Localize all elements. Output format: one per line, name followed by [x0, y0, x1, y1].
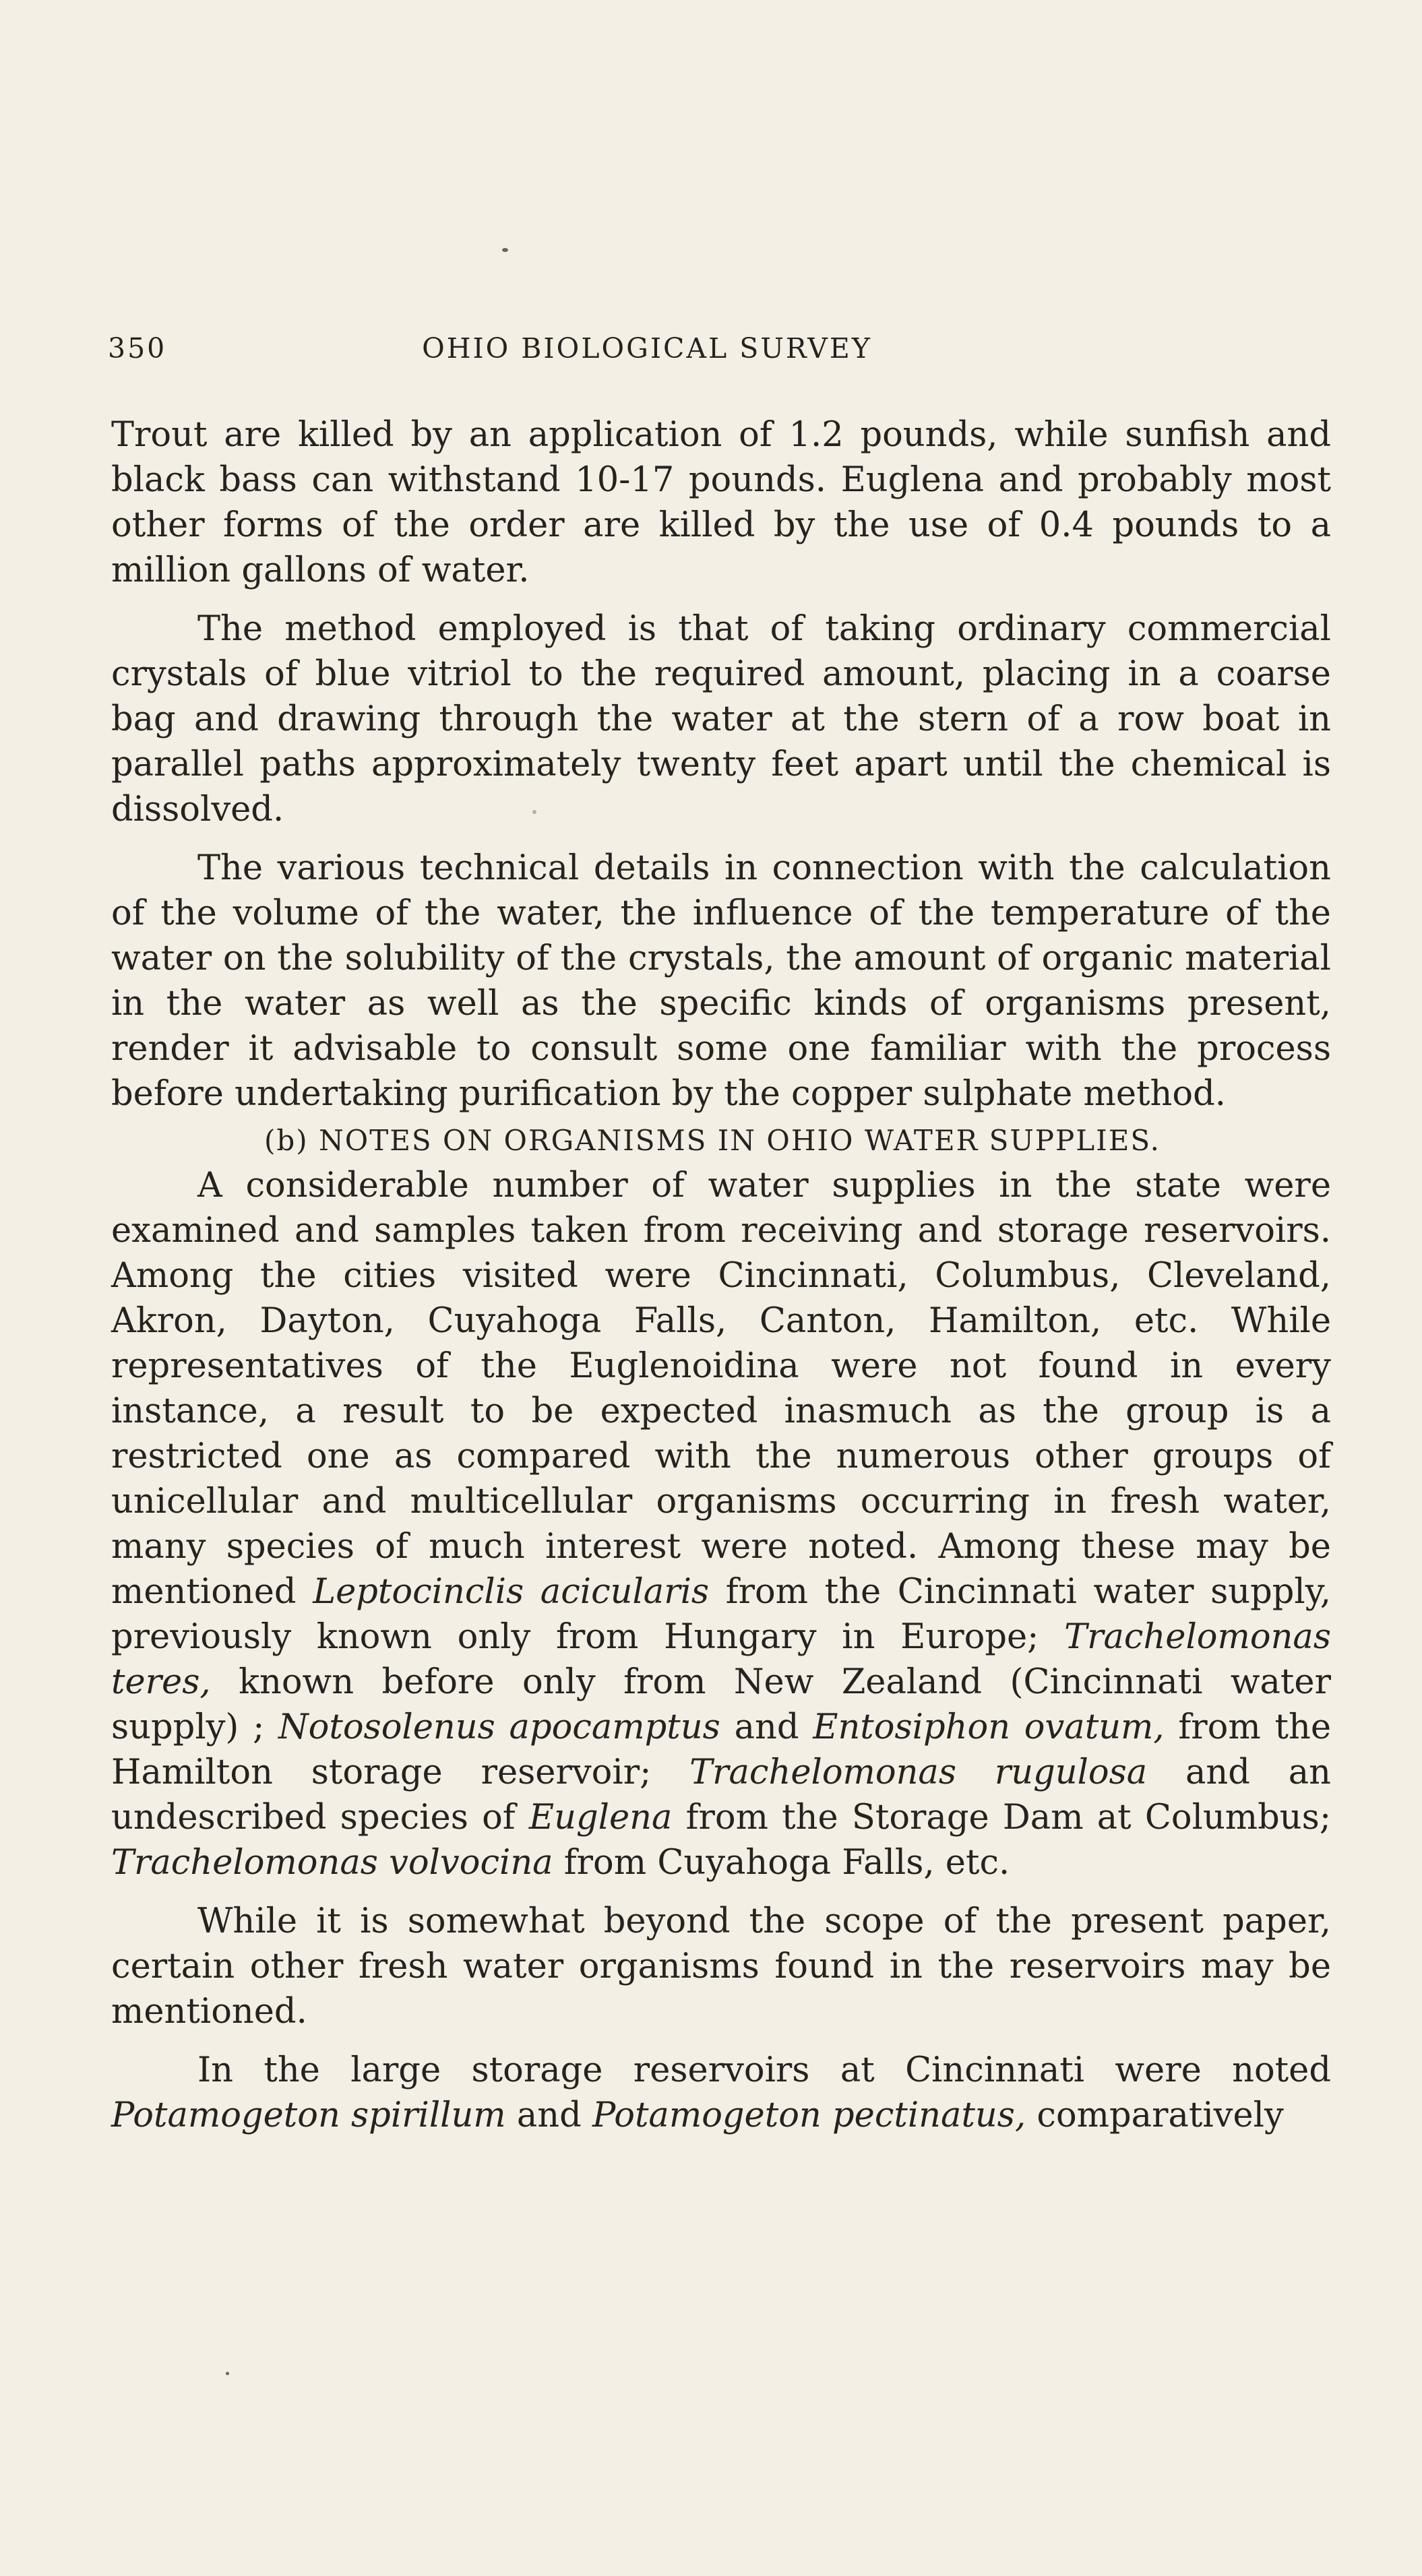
text-run: A considerable number of water supplies in the state were examined and samples taken from receiving and storage reservoirs. Among the cities visited were Cincinnati, Columbus, Cleveland, Akron, Dayton, Cuyahoga Falls, Canton, Hamilton, etc. While representatives of the Euglenoidina were not found in every instance, a result to be expected inasmuch as the group is a restricted one as compared with the numerous other groups of unicellular and multicellular organisms occurring in fresh water, many species of much interest were noted. Among these may be mentioned: [111, 1166, 1331, 1612]
species-name: Trachelomonas teres,: [111, 1617, 1331, 1702]
paragraph-water-supplies: [111, 1163, 1331, 1885]
species-name: Notosolenus apocamptus: [278, 1707, 720, 1747]
species-name: Leptocinclis acicularis: [313, 1572, 710, 1612]
ink-speck: [502, 248, 508, 252]
page-header: [108, 332, 1321, 373]
species-name: Potamogeton pectinatus,: [592, 2096, 1026, 2135]
species-name: Entosiphon ovatum,: [813, 1707, 1165, 1747]
paragraph-other-organisms: While it is somewhat beyond the scope of the present paper, certain other fresh water organisms found in the reservoirs may be mentioned.: [111, 1902, 1331, 2032]
paragraph-cincinnati-reservoirs: [111, 2048, 1331, 2138]
ink-speck: [226, 2372, 229, 2375]
page-number: 350: [108, 332, 167, 365]
text-run: from the Storage Dam at Columbus;: [672, 1798, 1331, 1837]
text-run: and an undescribed species of: [111, 1753, 1332, 1837]
paragraph-technical-details: The various technical details in connection with the calculation of the volume of the water, the influence of the temperature of the water on the solubility of the crystals, the amount of organic material in the water as well as the specific kinds of organisms present, render it advisable to consult some one familiar with the process before undertaking purification by the copper sulphate method.: [111, 848, 1331, 1114]
species-name: Trachelomonas volvocina: [111, 1843, 553, 1883]
body-text: [111, 412, 1331, 2138]
paragraph-method: The method employed is that of taking ordinary commercial crystals of blue vitriol to the required amount, placing in a coarse bag and drawing through the water at the stern of a row boat in parallel paths approximately twenty feet apart until the chemical is dissolved.: [111, 609, 1331, 829]
species-name: Potamogeton spirillum: [111, 2096, 506, 2135]
text-run: and: [720, 1707, 813, 1747]
text-run: from the Cincinnati water supply, previously known only from Hungary in Europe;: [111, 1572, 1331, 1657]
text-run: comparatively: [1026, 2096, 1284, 2135]
text-run: from the Hamilton storage reservoir;: [111, 1707, 1331, 1792]
paragraph-copper-dosage: Trout are killed by an application of 1.2 pounds, while sunfish and black bass can withstand 10-17 pounds. Euglena and probably most other forms of the order are killed by the use of 0.4 pounds to a million gallons of water.: [111, 415, 1331, 590]
species-name: Trachelomonas rugulosa: [689, 1753, 1148, 1792]
text-run: and: [505, 2096, 592, 2135]
running-title: OHIO BIOLOGICAL SURVEY: [422, 332, 872, 365]
species-name: Euglena: [528, 1798, 673, 1837]
text-run: known before only from New Zealand (Cincinnati water supply) ;: [111, 1662, 1331, 1747]
text-run: from Cuyahoga Falls, etc.: [553, 1843, 1010, 1883]
text-run: In the large storage reservoirs at Cincinnati were noted: [197, 2050, 1331, 2090]
section-heading: (b) NOTES ON ORGANISMS IN OHIO WATER SUPPLIES.: [264, 1124, 1161, 1157]
